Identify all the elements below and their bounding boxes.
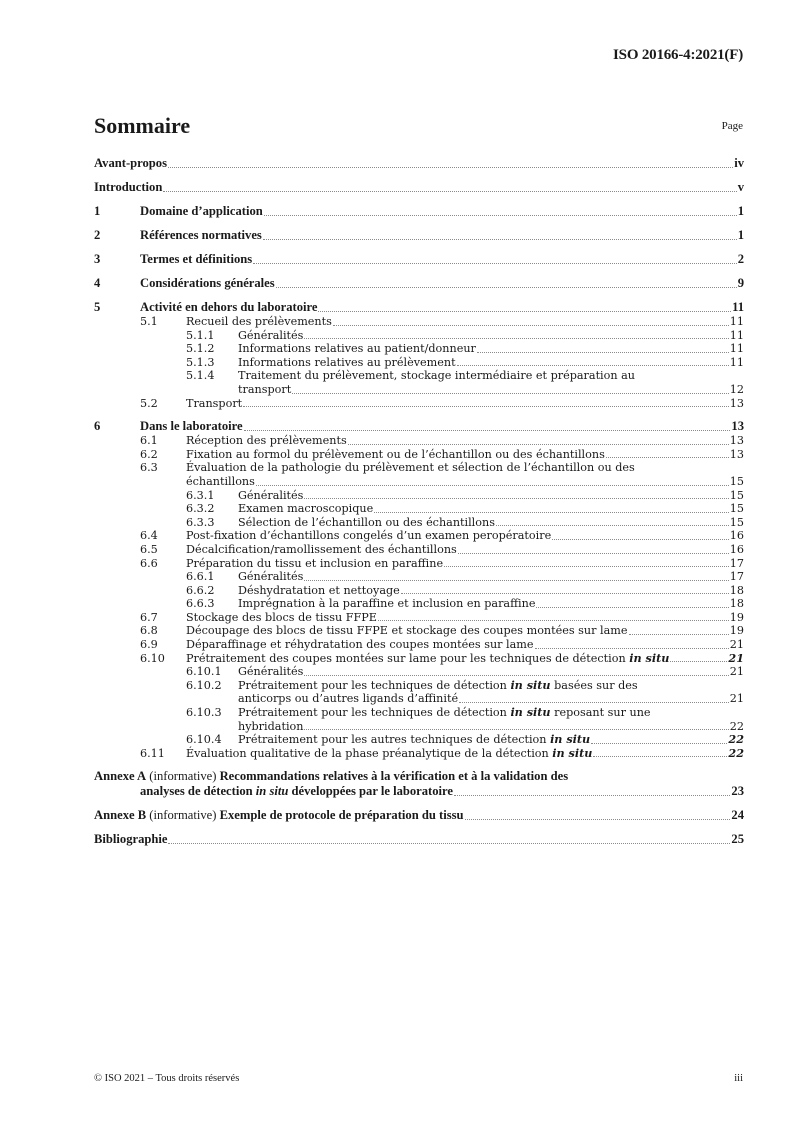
toc-entry-label: Avant-propos bbox=[94, 156, 168, 170]
dot-leader bbox=[374, 512, 729, 513]
toc-entry-label: Activité en dehors du laboratoire bbox=[140, 300, 318, 314]
toc-entry-number: 5.1.2 bbox=[186, 342, 215, 356]
toc-entry-number: 6.7 bbox=[140, 610, 158, 624]
label-text: Prétraitement pour les autres techniques de détection bbox=[238, 733, 551, 747]
document-id: ISO 20166-4:2021(F) bbox=[613, 47, 743, 63]
toc-entry-5-2[interactable] bbox=[94, 397, 744, 411]
toc-page-number: 15 bbox=[729, 502, 744, 516]
dot-leader bbox=[168, 843, 730, 844]
toc-entry-annex-a[interactable] bbox=[94, 769, 744, 799]
toc-entry-label-line2 bbox=[140, 784, 453, 799]
toc-entry-6-11[interactable] bbox=[94, 747, 744, 761]
toc-page-number: 18 bbox=[729, 597, 744, 611]
toc-entry-label: Références normatives bbox=[140, 228, 262, 242]
toc-page-number: 15 bbox=[729, 515, 744, 529]
toc-page-number: 22 bbox=[728, 745, 744, 760]
page-column-label: Page bbox=[721, 120, 743, 132]
toc-page-number: 18 bbox=[729, 583, 744, 597]
table-of-contents bbox=[94, 156, 744, 847]
dot-leader bbox=[401, 593, 729, 594]
toc-page-number: 22 bbox=[728, 732, 744, 747]
toc-entry-6-10-2[interactable] bbox=[94, 679, 744, 706]
toc-entry-6-10-3[interactable] bbox=[94, 706, 744, 733]
toc-page-number: 11 bbox=[729, 315, 744, 328]
toc-entry-label: Généralités bbox=[238, 328, 304, 342]
dot-leader bbox=[304, 729, 728, 730]
annex-label: Annexe B bbox=[94, 808, 147, 823]
toc-entry-number: 6.4 bbox=[140, 529, 158, 543]
toc-entry-6-5[interactable] bbox=[94, 543, 744, 557]
toc-page-number: iv bbox=[734, 156, 744, 170]
toc-entry-avant-propos[interactable] bbox=[94, 156, 744, 171]
toc-page-number: v bbox=[737, 180, 744, 194]
footer-page-number: iii bbox=[734, 1073, 743, 1084]
toc-entry-5-1-2[interactable] bbox=[94, 342, 744, 356]
dot-leader bbox=[454, 795, 730, 796]
toc-entry-bibliographie[interactable] bbox=[94, 832, 744, 847]
label-text: Prétraitement pour les techniques de détection bbox=[238, 706, 511, 720]
toc-entry-6-3[interactable] bbox=[94, 461, 744, 488]
toc-entry-6-3-2[interactable] bbox=[94, 502, 744, 516]
label-text: Prétraitement pour les techniques de détection bbox=[238, 678, 511, 692]
toc-entry-label: Considérations générales bbox=[140, 276, 275, 290]
dot-leader bbox=[318, 311, 731, 312]
label-emphasis: in situ bbox=[510, 677, 551, 692]
toc-entry-label-line1 bbox=[94, 769, 731, 784]
dot-leader bbox=[243, 406, 729, 407]
toc-entry-number: 5.2 bbox=[140, 396, 158, 410]
toc-page-number: 24 bbox=[731, 808, 744, 823]
toc-entry-number: 6.9 bbox=[140, 638, 158, 652]
toc-page-number: 21 bbox=[729, 638, 744, 652]
dot-leader bbox=[459, 702, 729, 703]
dot-leader bbox=[304, 498, 728, 499]
toc-entry-label: Décalcification/ramollissement des échantillons bbox=[186, 542, 457, 556]
toc-entry-6-6-2[interactable] bbox=[94, 584, 744, 598]
toc-entry-6-3-3[interactable] bbox=[94, 516, 744, 530]
toc-page-number: 15 bbox=[729, 474, 744, 488]
toc-entry-6-4[interactable] bbox=[94, 529, 744, 543]
toc-entry-number: 2 bbox=[94, 228, 101, 242]
toc-entry-label: Post-fixation d’échantillons congelés d’un examen peropératoire bbox=[186, 529, 552, 543]
toc-entry-label: Imprégnation à la paraffine et inclusion en paraffine bbox=[238, 597, 536, 611]
toc-entry-4[interactable] bbox=[94, 276, 744, 291]
toc-entry-number: 6.2 bbox=[140, 447, 158, 461]
dot-leader bbox=[276, 287, 737, 288]
dot-leader bbox=[535, 648, 729, 649]
dot-leader bbox=[333, 325, 729, 326]
toc-page-number: 16 bbox=[729, 542, 744, 556]
toc-entry-label: Recueil des prélèvements bbox=[186, 315, 332, 328]
dot-leader bbox=[304, 675, 728, 676]
toc-entry-number: 5 bbox=[94, 300, 101, 314]
toc-entry-6-10-4[interactable] bbox=[94, 733, 744, 747]
toc-page-number: 22 bbox=[729, 719, 744, 733]
dot-leader bbox=[629, 634, 729, 635]
dot-leader bbox=[496, 525, 729, 526]
toc-page-number: 21 bbox=[728, 650, 744, 665]
label-text: reposant sur une bbox=[550, 706, 651, 720]
dot-leader bbox=[304, 338, 728, 339]
toc-entry-number: 6.3 bbox=[140, 461, 158, 475]
label-emphasis: in situ bbox=[552, 745, 593, 760]
toc-page-number: 15 bbox=[729, 488, 744, 502]
toc-entry-label: Fixation au formol du prélèvement ou de l’échantillon ou des échantillons bbox=[186, 447, 605, 461]
toc-entry-label: Sélection de l’échantillon ou des échantillons bbox=[238, 515, 495, 529]
toc-entry-6-9[interactable] bbox=[94, 638, 744, 652]
toc-entry-number: 6.6.1 bbox=[186, 570, 215, 584]
toc-entry-6-6-3[interactable] bbox=[94, 597, 744, 611]
toc-entry-label-line2: hybridation bbox=[238, 719, 304, 733]
dot-leader bbox=[168, 167, 733, 168]
toc-entry-number: 6.6.3 bbox=[186, 597, 215, 611]
toc-entry-number: 6.1 bbox=[140, 434, 158, 448]
toc-entry-6[interactable] bbox=[94, 419, 744, 434]
dot-leader bbox=[348, 444, 729, 445]
label-text: Évaluation qualitative de la phase préanalytique de la détection bbox=[186, 746, 553, 760]
dot-leader bbox=[304, 580, 728, 581]
dot-leader bbox=[264, 215, 737, 216]
toc-page-number: 19 bbox=[729, 610, 744, 624]
toc-page-number: 13 bbox=[729, 447, 744, 461]
toc-page-number: 21 bbox=[729, 692, 744, 706]
toc-page-number: 2 bbox=[737, 252, 744, 266]
toc-entry-number: 6.3.3 bbox=[186, 515, 215, 529]
label-text: basées sur des bbox=[550, 678, 638, 692]
toc-entry-5-1[interactable] bbox=[94, 315, 744, 329]
toc-entry-label-line1 bbox=[238, 679, 730, 693]
toc-entry-number: 6.10.1 bbox=[186, 665, 222, 679]
label-emphasis: in situ bbox=[629, 650, 670, 665]
toc-entry-6-3-1[interactable] bbox=[94, 489, 744, 503]
toc-page-number: 13 bbox=[729, 396, 744, 410]
toc-entry-label bbox=[238, 733, 590, 747]
toc-entry-label-line2: anticorps ou d’autres ligands d’affinité bbox=[238, 692, 459, 706]
toc-page-number: 17 bbox=[729, 556, 744, 570]
toc-entry-number: 6.11 bbox=[140, 746, 165, 760]
toc-entry-number: 4 bbox=[94, 276, 101, 290]
toc-entry-number: 6.6.2 bbox=[186, 583, 215, 597]
toc-page-number: 11 bbox=[729, 328, 744, 342]
dot-leader bbox=[552, 539, 729, 540]
toc-entry-label: Dans le laboratoire bbox=[140, 419, 243, 434]
toc-entry-label: Généralités bbox=[238, 488, 304, 502]
toc-entry-annex-b[interactable] bbox=[94, 808, 744, 823]
toc-entry-number: 6.3.1 bbox=[186, 488, 215, 502]
dot-leader bbox=[253, 263, 737, 264]
toc-page-number: 16 bbox=[729, 529, 744, 543]
toc-entry-label: Domaine d’application bbox=[140, 204, 263, 218]
page-title: Sommaire bbox=[94, 113, 191, 138]
toc-entry-label bbox=[94, 808, 464, 823]
toc-page-number: 11 bbox=[732, 300, 744, 314]
toc-entry-label: Bibliographie bbox=[94, 832, 168, 847]
toc-entry-number: 1 bbox=[94, 204, 101, 218]
toc-entry-label-line1: Évaluation de la pathologie du prélèvement et sélection de l’échantillon ou des bbox=[186, 461, 635, 475]
toc-entry-1[interactable] bbox=[94, 204, 744, 219]
toc-entry-5-1-3[interactable] bbox=[94, 356, 744, 370]
toc-entry-label: Découpage des blocs de tissu FFPE et stockage des coupes montées sur lame bbox=[186, 624, 628, 638]
toc-entry-number: 6.3.2 bbox=[186, 502, 215, 516]
toc-entry-number: 6.8 bbox=[140, 624, 158, 638]
toc-page-number: 11 bbox=[729, 355, 744, 369]
dot-leader bbox=[256, 485, 729, 486]
toc-entry-introduction[interactable] bbox=[94, 180, 744, 195]
toc-entry-label: Généralités bbox=[238, 570, 304, 584]
toc-entry-number: 6.10 bbox=[140, 651, 165, 665]
toc-entry-6-8[interactable] bbox=[94, 624, 744, 638]
toc-entry-number: 3 bbox=[94, 252, 101, 266]
toc-entry-3[interactable] bbox=[94, 252, 744, 267]
toc-entry-number: 5.1 bbox=[140, 315, 158, 328]
toc-page-number: 13 bbox=[731, 419, 744, 434]
toc-entry-label: Introduction bbox=[94, 180, 163, 194]
toc-entry-label bbox=[186, 652, 669, 666]
label-emphasis: in situ bbox=[255, 784, 289, 799]
dot-leader bbox=[458, 553, 729, 554]
label-text: Recommandations relatives à la vérification et à la validation des bbox=[219, 769, 569, 784]
dot-leader bbox=[263, 239, 737, 240]
toc-page-number: 11 bbox=[729, 342, 744, 356]
toc-entry-label: Termes et définitions bbox=[140, 252, 253, 266]
label-emphasis: in situ bbox=[510, 705, 551, 720]
toc-entry-label-line1: Traitement du prélèvement, stockage intermédiaire et préparation au bbox=[238, 369, 636, 383]
dot-leader bbox=[244, 430, 731, 431]
toc-entry-6-10[interactable] bbox=[94, 652, 744, 666]
toc-entry-label: Réception des prélèvements bbox=[186, 434, 347, 448]
annex-type: (informative) bbox=[146, 808, 220, 823]
dot-leader bbox=[465, 819, 731, 820]
toc-entry-number: 6.10.3 bbox=[186, 706, 222, 720]
toc-entry-number: 6.10.2 bbox=[186, 678, 222, 692]
toc-page-number: 17 bbox=[729, 570, 744, 584]
label-emphasis: in situ bbox=[550, 732, 591, 747]
toc-page-number: 23 bbox=[731, 784, 744, 799]
toc-entry-number: 6.6 bbox=[140, 556, 158, 570]
dot-leader bbox=[378, 620, 729, 621]
toc-entry-label: Déshydratation et nettoyage bbox=[238, 583, 400, 597]
toc-entry-label: Stockage des blocs de tissu FFPE bbox=[186, 610, 377, 624]
toc-page-number: 13 bbox=[729, 434, 744, 448]
toc-entry-number: 5.1.4 bbox=[186, 369, 215, 383]
toc-page-number: 19 bbox=[729, 624, 744, 638]
dot-leader bbox=[593, 756, 727, 757]
dot-leader bbox=[444, 566, 729, 567]
dot-leader bbox=[477, 352, 729, 353]
dot-leader bbox=[163, 191, 736, 192]
toc-entry-number: 6.10.4 bbox=[186, 733, 222, 747]
dot-leader bbox=[536, 607, 728, 608]
toc-entry-label: Déparaffinage et réhydratation des coupes montées sur lame bbox=[186, 638, 534, 652]
label-text: Prétraitement des coupes montées sur lame pour les techniques de détection bbox=[186, 651, 630, 665]
toc-page-number: 25 bbox=[731, 832, 744, 847]
label-text: analyses de détection bbox=[140, 784, 256, 799]
annex-type: (informative) bbox=[146, 769, 220, 784]
toc-entry-label: Préparation du tissu et inclusion en paraffine bbox=[186, 556, 444, 570]
dot-leader bbox=[606, 457, 729, 458]
toc-page-number: 9 bbox=[737, 276, 744, 290]
toc-entry-label-line1 bbox=[238, 706, 730, 720]
toc-entry-label-line2: transport bbox=[238, 382, 292, 396]
annex-label: Annexe A bbox=[94, 769, 147, 784]
toc-entry-label: Examen macroscopique bbox=[238, 502, 374, 516]
toc-entry-number: 5.1.3 bbox=[186, 355, 215, 369]
toc-entry-5[interactable] bbox=[94, 300, 744, 315]
toc-page-number: 12 bbox=[729, 382, 744, 396]
toc-page-number: 21 bbox=[729, 665, 744, 679]
toc-entry-number: 5.1.1 bbox=[186, 328, 215, 342]
toc-entry-number: 6.5 bbox=[140, 542, 158, 556]
dot-leader bbox=[591, 743, 727, 744]
label-text: développées par le laboratoire bbox=[288, 784, 453, 799]
toc-entry-5-1-4[interactable] bbox=[94, 369, 744, 396]
toc-entry-2[interactable] bbox=[94, 228, 744, 243]
toc-entry-label-line2: échantillons bbox=[186, 474, 255, 488]
toc-entry-6-10-1[interactable] bbox=[94, 665, 744, 679]
toc-entry-label bbox=[186, 747, 592, 761]
dot-leader bbox=[670, 661, 727, 662]
label-text: Exemple de protocole de préparation du tissu bbox=[219, 808, 464, 823]
toc-entry-label: Généralités bbox=[238, 665, 304, 679]
toc-entry-6-6-1[interactable] bbox=[94, 570, 744, 584]
toc-entry-label: Transport bbox=[186, 396, 243, 410]
toc-entry-6-1[interactable] bbox=[94, 434, 744, 448]
toc-page-number: 1 bbox=[737, 228, 744, 242]
toc-entry-label: Informations relatives au prélèvement bbox=[238, 355, 456, 369]
toc-entry-6-7[interactable] bbox=[94, 611, 744, 625]
toc-entry-6-2[interactable] bbox=[94, 448, 744, 462]
toc-entry-5-1-1[interactable] bbox=[94, 329, 744, 343]
dot-leader bbox=[457, 365, 729, 366]
toc-entry-number: 6 bbox=[94, 419, 101, 434]
toc-entry-label: Informations relatives au patient/donneur bbox=[238, 342, 476, 356]
dot-leader bbox=[292, 393, 729, 394]
toc-page-number: 1 bbox=[737, 204, 744, 218]
toc-entry-6-6[interactable] bbox=[94, 557, 744, 571]
footer-copyright: © ISO 2021 – Tous droits réservés bbox=[94, 1073, 240, 1084]
